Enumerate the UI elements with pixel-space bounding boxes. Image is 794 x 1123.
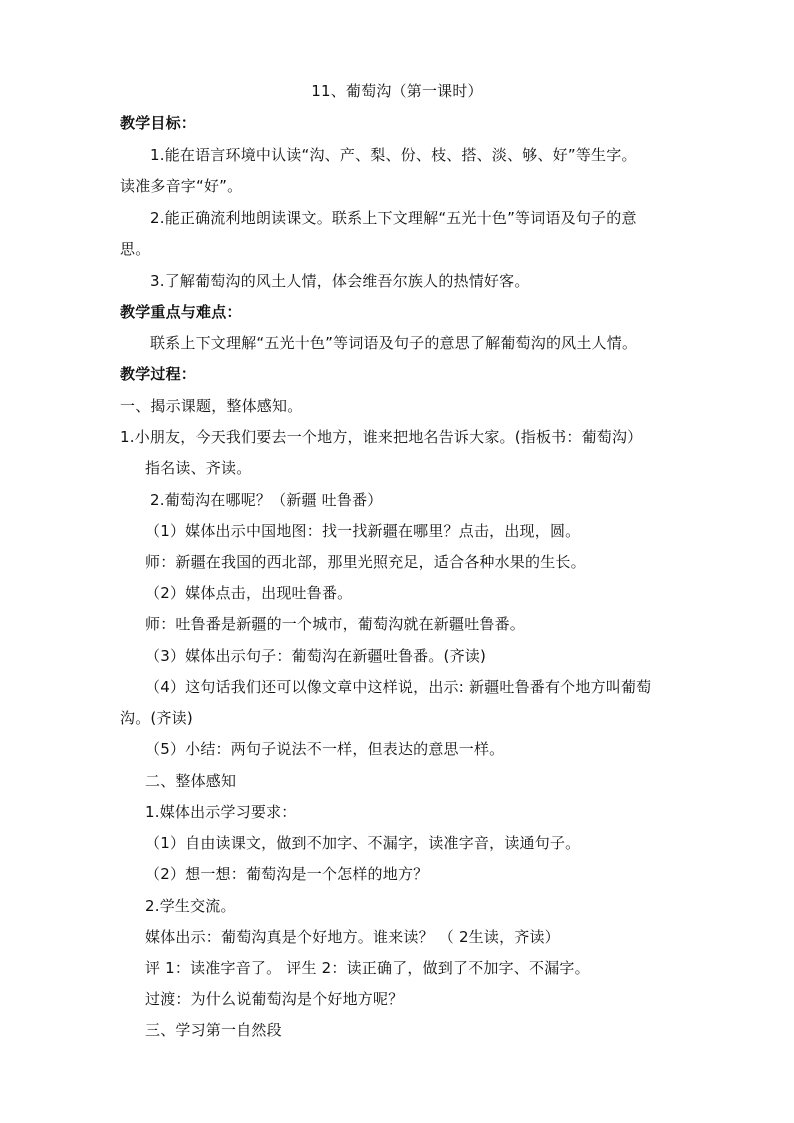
process-section-1: 一、揭示课题，整体感知。 — [120, 397, 303, 415]
heading-focus: 教学重点与难点： — [120, 303, 242, 321]
document-title: 11、葡萄沟（第一课时） — [311, 82, 483, 100]
process-line: （4）这句话我们还可以像文章中这样说，出示: 新疆吐鲁番有个地方叫葡萄 — [145, 678, 652, 696]
process-line: 沟。(齐读) — [120, 709, 193, 727]
process-line: 1.媒体出示学习要求： — [145, 803, 297, 821]
goal-2: 2.能正确流利地朗读课文。联系上下文理解“五光十色”等词语及句子的意 — [150, 209, 637, 227]
process-line: 2.葡萄沟在哪呢？（新疆 吐鲁番） — [150, 491, 383, 509]
goal-3: 3.了解葡萄沟的风土人情，体会维吾尔族人的热情好客。 — [150, 272, 530, 290]
process-line: （3）媒体出示句子：葡萄沟在新疆吐鲁番。(齐读) — [145, 647, 487, 665]
process-section-3: 三、学习第一自然段 — [145, 1021, 282, 1039]
process-line: 评 1：读准字音了。 评生 2：读正确了，做到了不加字、不漏字。 — [145, 959, 590, 977]
process-line: 师：吐鲁番是新疆的一个城市，葡萄沟就在新疆吐鲁番。 — [145, 615, 526, 633]
process-line: （1）媒体出示中国地图：找一找新疆在哪里？点击，出现，圆。 — [145, 522, 581, 540]
goal-1: 1.能在语言环境中认读“沟、产、梨、份、枝、搭、淡、够、好”等生字。 — [150, 146, 637, 164]
goal-1-cont: 读准多音字“好”。 — [120, 177, 243, 195]
process-line: 1.小朋友，今天我们要去一个地方，谁来把地名告诉大家。(指板书：葡萄沟） — [120, 428, 643, 446]
focus-text: 联系上下文理解“五光十色”等词语及句子的意思了解葡萄沟的风土人情。 — [150, 334, 638, 352]
heading-goals: 教学目标： — [120, 114, 197, 132]
process-line: （1）自由读课文，做到不加字、不漏字，读准字音，读通句子。 — [145, 834, 581, 852]
process-line: 过渡：为什么说葡萄沟是个好地方呢？ — [145, 990, 404, 1008]
process-line: （2）想一想：葡萄沟是一个怎样的地方？ — [145, 865, 429, 883]
process-section-2: 二、整体感知 — [145, 772, 237, 790]
process-line: 2.学生交流。 — [145, 897, 236, 915]
process-line: （2）媒体点击，出现吐鲁番。 — [145, 584, 353, 602]
goal-2-cont: 思。 — [120, 240, 151, 258]
process-line: 指名读、齐读。 — [145, 459, 252, 477]
process-line: （5）小结：两句子说法不一样，但表达的意思一样。 — [145, 740, 505, 758]
process-line: 媒体出示：葡萄沟真是个好地方。谁来读？ （ 2生读，齐读） — [145, 928, 560, 946]
heading-process: 教学过程： — [120, 365, 197, 383]
process-line: 师：新疆在我国的西北部，那里光照充足，适合各种水果的生长。 — [145, 553, 586, 571]
